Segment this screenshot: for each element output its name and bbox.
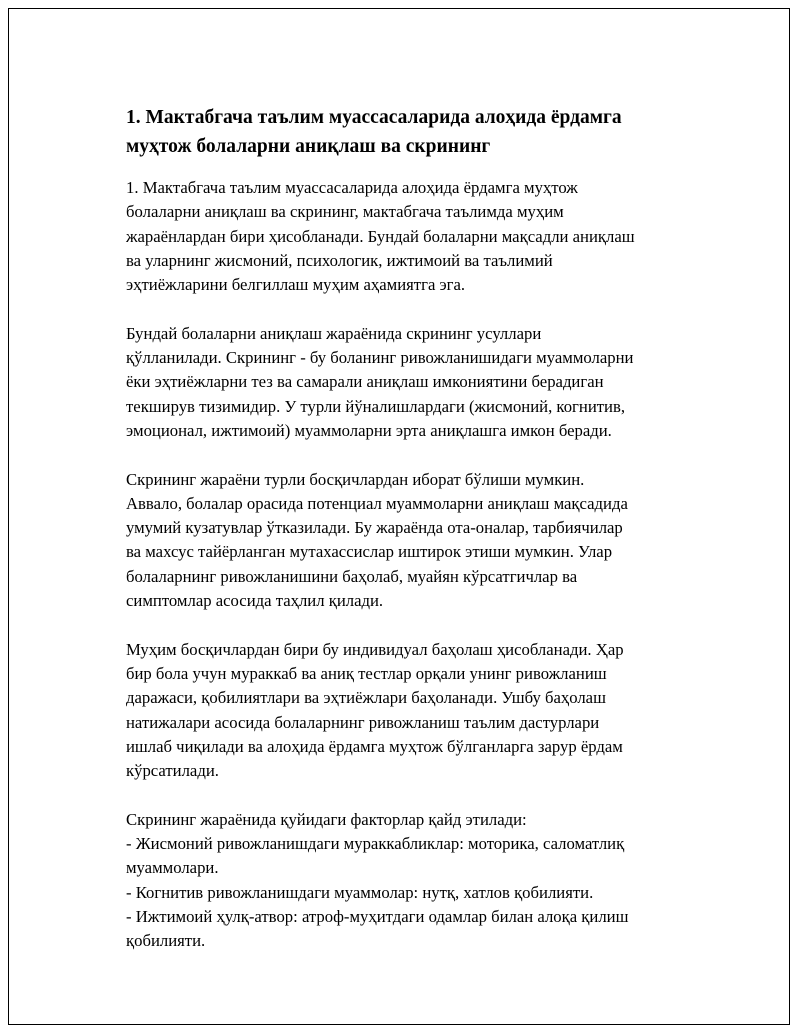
paragraph-line: Муҳим босқичлардан бири бу индивидуал баҳолаш ҳисобланади. Ҳар bbox=[126, 639, 624, 659]
paragraph-1 bbox=[126, 176, 701, 297]
paragraph-line: Скрининг жараёнида қуйидаги факторлар қайд этилади: bbox=[126, 809, 527, 829]
paragraph-line: бир бола учун мураккаб ва аниқ тестлар орқали унинг ривожланиш bbox=[126, 663, 607, 683]
paragraph-line: ва махсус тайёрланган мутахассислар иштирок этиши мумкин. Улар bbox=[126, 542, 613, 562]
paragraph-line: Аввало, болалар орасида потенциал муаммоларни аниқлаш мақсадида bbox=[126, 493, 628, 513]
list-item-line: - Жисмоний ривожланишдаги мураккабликлар: моторика, саломатлиқ bbox=[126, 834, 625, 854]
paragraph-line: умумий кузатувлар ўтказилади. Бу жараёнда ота-оналар, тарбиячилар bbox=[126, 518, 623, 538]
paragraph-line: симптомлар асосида таҳлил қилади. bbox=[126, 591, 384, 611]
paragraph-line: болаларни аниқлаш ва скрининг, мактабгача таълимда муҳим bbox=[126, 202, 564, 222]
paragraph-4 bbox=[126, 638, 701, 784]
paragraph-line: Скрининг жараёни турли босқичлардан иборат бўлиши мумкин. bbox=[126, 469, 585, 489]
document-content bbox=[126, 103, 701, 954]
list-item-line: муаммолари. bbox=[126, 858, 219, 878]
heading-line: муҳтож болаларни аниқлаш ва скрининг bbox=[126, 136, 491, 157]
paragraph-line: эҳтиёжларини белгиллаш муҳим аҳамиятга эга. bbox=[126, 275, 466, 295]
paragraph-2 bbox=[126, 322, 701, 443]
list-item-line: - Когнитив ривожланишдаги муаммолар: нутқ, хатлов қобилияти. bbox=[126, 882, 594, 902]
document-body bbox=[126, 176, 701, 954]
page-frame bbox=[8, 8, 790, 1025]
paragraph-line: текширув тизимидир. У турли йўналишлардаги (жисмоний, когнитив, bbox=[126, 396, 626, 416]
paragraph-line: Бундай болаларни аниқлаш жараёнида скрининг усуллари bbox=[126, 323, 542, 343]
list-item-line: - Ижтимоий ҳулқ-атвор: атроф-муҳитдаги одамлар билан алоқа қилиш bbox=[126, 906, 629, 926]
paragraph-line: ва уларнинг жисмоний, психологик, ижтимоий ва таълимий bbox=[126, 250, 553, 270]
paragraph-line: ишлаб чиқилади ва алоҳида ёрдамга муҳтож бўлганларга зарур ёрдам bbox=[126, 736, 623, 756]
paragraph-line: натижалари асосида болаларнинг ривожланиш таълим дастурлари bbox=[126, 712, 600, 732]
paragraph-line: жараёнлардан бири ҳисобланади. Бундай болаларни мақсадли аниқлаш bbox=[126, 226, 635, 246]
paragraph-line: кўрсатилади. bbox=[126, 761, 219, 781]
paragraph-line: даражаси, қобилиятлари ва эҳтиёжлари баҳоланади. Ушбу баҳолаш bbox=[126, 688, 606, 708]
document-heading bbox=[126, 103, 701, 161]
paragraph-line: 1. Мактабгача таълим муассасаларида алоҳида ёрдамга муҳтож bbox=[126, 178, 578, 197]
paragraph-3 bbox=[126, 468, 701, 614]
paragraph-line: болаларнинг ривожланишини баҳолаб, муайян кўрсатгичлар ва bbox=[126, 566, 578, 586]
paragraph-line: ёки эҳтиёжларни тез ва самарали аниқлаш имкониятини берадиган bbox=[126, 372, 604, 392]
list-item-line: қобилияти. bbox=[126, 931, 206, 951]
paragraph-line: эмоционал, ижтимоий) муаммоларни эрта аниқлашга имкон беради. bbox=[126, 420, 612, 440]
paragraph-line: қўлланилади. Скрининг - бу боланинг ривожланишидаги муаммоларни bbox=[126, 348, 634, 368]
paragraph-5 bbox=[126, 808, 701, 954]
heading-line: 1. Мактабгача таълим муассасаларида алоҳида ёрдамга bbox=[126, 107, 622, 128]
